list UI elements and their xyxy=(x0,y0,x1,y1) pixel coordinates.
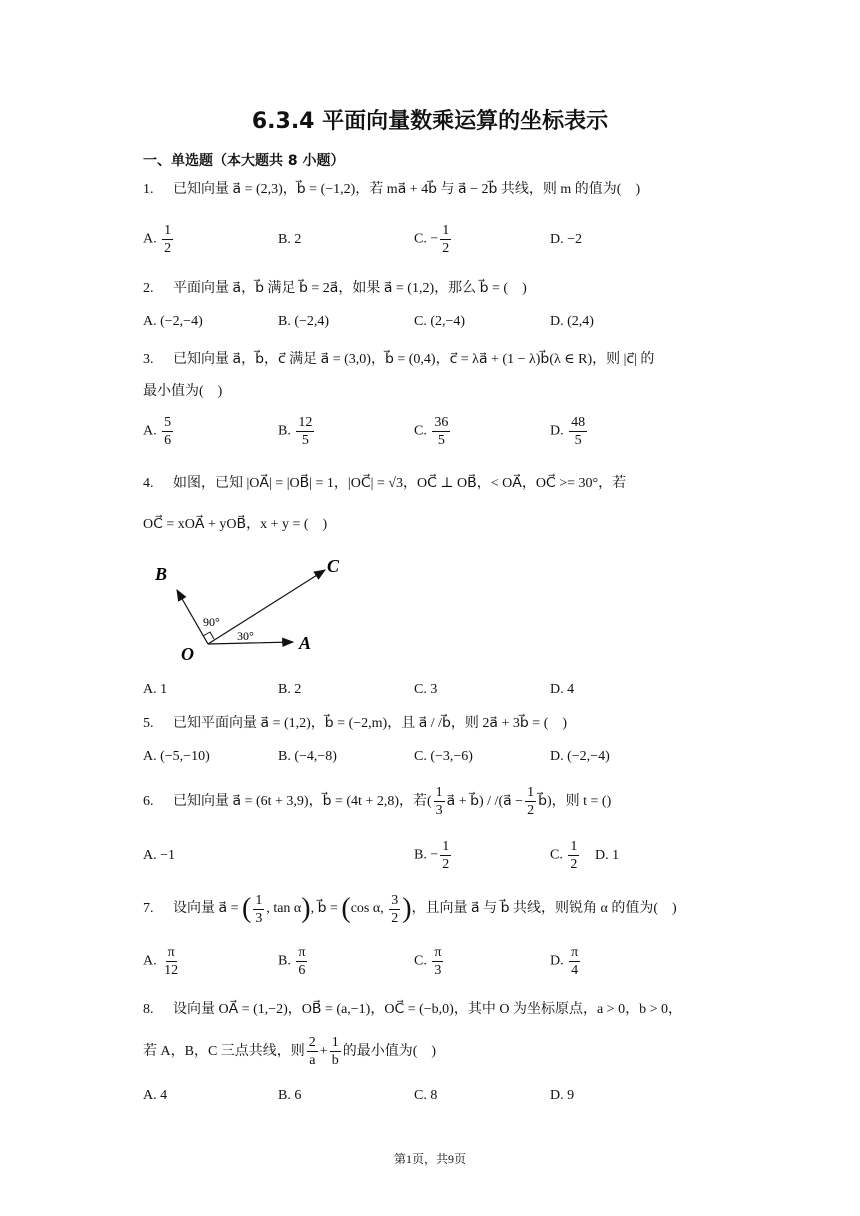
question-8-continued: 若 A，B，C 三点共线，则 $\frac{2}{a}$ + $\frac{1}{b}$ 的最小值为( ) xyxy=(143,1035,437,1069)
option-d[interactable]: D. 1 xyxy=(595,848,620,863)
question-4-continued: OC⃗ = xOA⃗ + yOB⃗，x + y = ( ) xyxy=(143,517,328,532)
option-c[interactable]: C. − $\frac{1}{2}$ xyxy=(414,223,450,256)
question-stem: 如图，已知 |OA⃗| = |OB⃗| = 1，|OC⃗| = √3，OC⃗ ⊥ OB⃗，< OA⃗，OC⃗ >= 30°，若 xyxy=(173,476,627,491)
question-1: 1. 已知向量 a⃗ = (2,3)，b⃗ = (−1,2)，若 ma⃗ + 4b⃗ 与 a⃗ − 2b⃗ 共线，则 m 的值为( ) xyxy=(143,182,641,197)
option-d[interactable]: D. −2 xyxy=(550,232,583,247)
option-a[interactable]: A. $\frac{5}{6}$ xyxy=(143,415,172,448)
question-5: 5. 已知平面向量 a⃗ = (1,2)，b⃗ = (−2,m)，且 a⃗ / /b⃗，则 2a⃗ + 3b⃗ = ( ) xyxy=(143,716,568,731)
option-a[interactable]: A. (−2,−4) xyxy=(143,314,203,329)
angle-30-label: 30° xyxy=(237,629,254,643)
option-a[interactable]: A. 1 xyxy=(143,682,168,697)
option-d[interactable]: D. 9 xyxy=(550,1088,575,1103)
option-a[interactable]: A. −1 xyxy=(143,848,176,863)
page-footer: 第1页，共9页 xyxy=(393,1152,466,1166)
option-c[interactable]: C. $\frac{\pi}{3}$ xyxy=(414,945,442,978)
label-a: A xyxy=(299,633,312,653)
option-a[interactable]: A. 4 xyxy=(143,1088,168,1103)
option-d[interactable]: D. (2,4) xyxy=(550,314,594,329)
label-c: C xyxy=(327,556,340,576)
option-b[interactable]: B. (−4,−8) xyxy=(278,749,337,764)
option-a[interactable]: A. $\frac{1}{2}$ xyxy=(143,223,172,256)
question-2: 2. 平面向量 a⃗，b⃗ 满足 b⃗ = 2a⃗，如果 a⃗ = (1,2)，那么 b⃗ = ( ) xyxy=(143,281,527,296)
question-4: 4. 如图，已知 |OA⃗| = |OB⃗| = 1，|OC⃗| = √3，OC⃗ ⊥ OB⃗，< OA⃗，OC⃗ >= 30°，若 xyxy=(143,476,627,491)
option-d[interactable]: D. (−2,−4) xyxy=(550,749,610,764)
question-6: 6. 已知向量 a⃗ = (6t + 3,9)，b⃗ = (4t + 2,8)，若( $\frac{1}{3}$ a⃗ + b⃗) / /(a⃗ − $\frac{1}{2}$ b⃗)，则 t = () xyxy=(143,785,612,819)
question-stem: 已知向量 a⃗ = (2,3)，b⃗ = (−1,2)，若 ma⃗ + 4b⃗ 与 a⃗ − 2b⃗ 共线，则 m 的值为( ) xyxy=(173,182,641,197)
vector-figure xyxy=(143,552,363,667)
option-c[interactable]: C. (2,−4) xyxy=(414,314,466,329)
section-heading: 一、单选题（本大题共 8 小题） xyxy=(143,153,345,169)
option-b[interactable]: B. $\frac{12}{5}$ xyxy=(278,415,313,448)
question-7: 7. 设向量 a⃗ = ( $\frac{1}{3}$ , tan α), b⃗ = (cos α, $\frac{3}{2}$ )，且向量 a⃗ 与 b⃗ 共线，则锐角 α 的值为( ) xyxy=(143,892,677,926)
option-d[interactable]: D. $\frac{\pi}{4}$ xyxy=(550,945,579,978)
option-b[interactable]: B. 6 xyxy=(278,1088,302,1103)
question-stem: 已知平面向量 a⃗ = (1,2)，b⃗ = (−2,m)，且 a⃗ / /b⃗，则 2a⃗ + 3b⃗ = ( ) xyxy=(173,716,568,731)
option-a[interactable]: A. $\frac{\pi}{12}$ xyxy=(143,945,179,978)
question-stem: 设向量 OA⃗ = (1,−2)，OB⃗ = (a,−1)，OC⃗ = (−b,0)，其中 O 为坐标原点，a > 0，b > 0， xyxy=(173,1002,682,1017)
label-o: O xyxy=(181,644,194,664)
option-b[interactable]: B. (−2,4) xyxy=(278,314,330,329)
question-stem: 已知向量 a⃗，b⃗，c⃗ 满足 a⃗ = (3,0)，b⃗ = (0,4)，c⃗ = λa⃗ + (1 − λ)b⃗(λ ∈ R)，则 |c⃗| 的 xyxy=(173,352,655,367)
option-c[interactable]: C. 3 xyxy=(414,682,438,697)
option-c[interactable]: C. 8 xyxy=(414,1088,438,1103)
option-c[interactable]: C. $\frac{1}{2}$ xyxy=(550,839,578,872)
option-b[interactable]: B. $\frac{\pi}{6}$ xyxy=(278,945,306,978)
question-3: 3. 已知向量 a⃗，b⃗，c⃗ 满足 a⃗ = (3,0)，b⃗ = (0,4)，c⃗ = λa⃗ + (1 − λ)b⃗(λ ∈ R)，则 |c⃗| 的 xyxy=(143,352,655,367)
question-3-continued: 最小值为( ) xyxy=(143,384,223,399)
option-c[interactable]: C. (−3,−6) xyxy=(414,749,473,764)
question-stem: 平面向量 a⃗，b⃗ 满足 b⃗ = 2a⃗，如果 a⃗ = (1,2)，那么 b⃗ = ( ) xyxy=(173,281,527,296)
option-d[interactable]: D. 4 xyxy=(550,682,575,697)
option-b[interactable]: B. 2 xyxy=(278,232,302,247)
label-b: B xyxy=(155,564,168,584)
option-b[interactable]: B. − $\frac{1}{2}$ xyxy=(414,839,450,872)
option-a[interactable]: A. (−5,−10) xyxy=(143,749,210,764)
question-8: 8. 设向量 OA⃗ = (1,−2)，OB⃗ = (a,−1)，OC⃗ = (−b,0)，其中 O 为坐标原点，a > 0，b > 0， xyxy=(143,1002,682,1017)
page-title: 6.3.4 平面向量数乘运算的坐标表示 xyxy=(251,109,609,134)
option-c[interactable]: C. $\frac{36}{5}$ xyxy=(414,415,449,448)
option-b[interactable]: B. 2 xyxy=(278,682,302,697)
option-d[interactable]: D. $\frac{48}{5}$ xyxy=(550,415,586,448)
angle-90-label: 90° xyxy=(203,615,220,629)
